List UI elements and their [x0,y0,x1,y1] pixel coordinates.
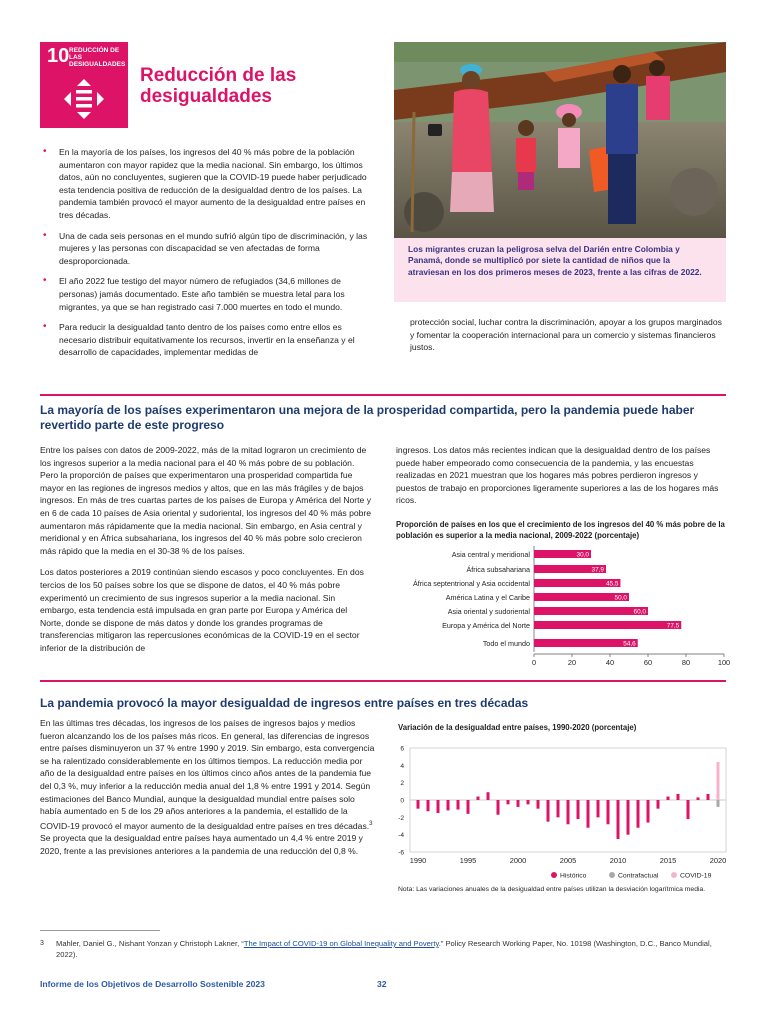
bar [637,800,640,828]
paragraph: Los datos posteriores a 2019 continúan siendo escasos y poco concluyentes. En dos tercios de los 50 países sobre los que se dispone de datos, el 40 % más pobre experimentó un crecimiento de sus ingresos superior a la media nacional. Sin embargo, esta tendencia está impulsada en gran parte por Europa y América del Norte, donde se dispone de más datos y donde los grandes programas de transferencias mitigaron las repercusiones económicas de la COVID-19 en el sector inferior de la distribución de [40,567,364,653]
bar [417,800,420,809]
category-label: Europa y América del Norte [442,621,530,630]
category-label: Asia central y meridional [451,550,530,559]
sdg-label: REDUCCIÓN DE LAS DESIGUALDADES [69,47,126,68]
bar [667,797,670,800]
bar [507,800,510,804]
x-tick-label: 2005 [559,856,577,865]
bar [427,800,430,811]
key-points-list [40,146,376,367]
bar [627,800,630,835]
bar [717,800,720,807]
list-item: • El año 2022 fue testigo del mayor número de refugiados (34,6 millones de personas) jamás documentado. Este año también se muestra letal para los migrantes, ya que se han registrado casi 7.000 muertes en todo el mundo. [40,275,376,313]
bar [477,797,480,800]
value-label: 54,6 [623,640,636,648]
category-label: Asia oriental y sudoriental [447,607,530,616]
x-tick-label: 60 [643,658,653,667]
value-label: 37,9 [591,566,605,574]
x-tick-label: 40 [605,658,615,667]
bar [547,800,550,822]
migrants-photo [394,42,726,238]
x-tick-label: 1990 [409,856,427,865]
bar [497,800,500,815]
x-tick-label: 1995 [459,856,477,865]
report-title-footer: Informe de los Objetivos de Desarrollo Sostenible 2023 [40,979,265,989]
y-tick-label: -6 [398,849,404,857]
value-label: 77,5 [666,622,680,630]
footnote-number: 3 [40,940,44,947]
legend-label: Contrafactual [618,872,659,880]
bar [447,800,450,810]
bar [707,794,710,800]
section-heading: La pandemia provocó la mayor desigualdad de ingresos entre países en tres décadas [40,696,529,710]
x-tick-label: 0 [531,658,537,667]
bar [617,800,620,839]
footnote-link[interactable]: The Impact of COVID-19 on Global Inequality and Poverty [243,939,439,948]
legend-label: Histórico [560,872,587,880]
paragraph: En las últimas tres décadas, los ingresos de los países de ingresos bajos y medios fueron alcanzando los de los países más ricos. En general, las diferencias de ingresos entre países disminuyeron un 37 % entre 1990 y 2019. Sin embargo, esta convergencia se ha ralentizado considerablemente en los últimos tiempos. La reducción media por año de la desigualdad entre países en los últimos cinco años antes de la pandemia fue del 0,3 %, muy inferior a la reducción media anual del 1,8 % entre 1991 y 2014. Según estimaciones del Banco Mundial, aunque la desigualdad mundial entre países solo había aumentado en 5 de los 29 años anteriores a la pandemia, el estallido de la COVID-19 provocó el mayor aumento de la desigualdad entre países en tres décadas. [40,718,375,831]
x-tick-label: 80 [681,658,691,667]
y-tick-label: 4 [400,762,404,770]
bar [657,800,660,809]
value-label: 45,5 [605,580,619,588]
x-tick-label: 2020 [709,856,727,865]
legend-marker [609,872,615,878]
bar [577,800,580,819]
section1-left-text [40,444,372,664]
footnote-divider [40,930,160,931]
chart2-title: Variación de la desigualdad entre países, 1990-2020 (porcentaje) [398,723,637,732]
bar [607,800,610,824]
y-tick-label: 2 [400,780,404,788]
value-label: 60,0 [633,608,646,616]
bar [457,800,460,810]
y-tick-label: 6 [400,745,404,753]
section1-right-text [396,444,726,516]
bar [687,800,690,819]
bar [647,800,650,823]
footnote: 3 Mahler, Daniel G., Nishant Yonzan y Christoph Lakner, “The Impact of COVID-19 on Global Inequality and Poverty.” Policy Research Working Paper, No. 10198 (Washington, D.C., Banco Mundial, 2022). [40,939,712,959]
x-tick-label: 2015 [659,856,677,865]
category-label: África subsahariana [466,565,530,574]
list-item: • En la mayoría de los países, los ingresos del 40 % más pobre de la población aumentaron con mayor rapidez que la media nacional. Sin embargo, los últimos datos, aún no concluyentes, sugieren que la COVID-19 puede haber perjudicado esta tendencia positiva de reducción de la desigualdad dentro de los países. La pandemia también provocó el mayor aumento de la desigualdad entre países en tres décadas. [40,146,376,222]
photo-illustration [394,42,726,238]
bar [534,621,681,629]
bar [517,800,520,807]
category-label: Todo el mundo [482,639,530,648]
page-number: 32 [377,979,387,989]
x-tick-label: 2010 [609,856,627,865]
bar [534,607,648,615]
photo-caption: Los migrantes cruzan la peligrosa selva del Darién entre Colombia y Panamá, donde se multiplicó por siete la cantidad de niños que la atraviesan en los dos primeros meses de 2023, frente a las cifras de 2022. [394,238,726,302]
x-tick-label: 100 [717,658,731,667]
value-label: 50,0 [614,594,627,602]
bar [677,794,680,800]
sdg-10-badge [40,42,128,128]
paragraph: Entre los países con datos de 2009-2022, más de la mitad lograron un crecimiento de los ingresos superior a la media nacional para el 40 % más pobre de su población. Pero la proporción de países que experimentaron una prosperidad compartida fue mayor en las regiones de ingresos medios y altos, que en las más frágiles y de bajos ingresos. En más de tres cuartas partes de los países de Europa y América del Norte y en 6 de cada 10 países de Asia oriental y sudoriental, los ingresos del 40 % más pobre aumentaron más rápidamente que la media nacional. Sin embargo, en Asia central y meridional y en África subsahariana, los ingresos del 40 % más pobre solo crecieron más rápido que la media en el 30-38 % de los países. [40,445,372,556]
bar [697,797,700,800]
value-label: 30,0 [576,551,589,559]
bar [537,800,540,809]
y-tick-label: 0 [400,797,404,805]
bar [437,800,440,813]
x-tick-label: 2000 [509,856,527,865]
bar [587,800,590,828]
bar [534,639,638,647]
continuation-text: protección social, luchar contra la discriminación, apoyar a los grupos marginados y fomentar la cooperación internacional para un comercio y sistemas financieros justos. [410,317,722,353]
shared-prosperity-chart [388,546,734,670]
legend-label: COVID-19 [680,872,712,880]
bar [527,800,530,804]
section-divider [40,680,726,682]
bar [717,762,720,800]
equality-icon [62,78,106,120]
section2-text: En las últimas tres décadas, los ingresos de los países de ingresos bajos y medios fueron alcanzando los de los países más ricos. En general, las diferencias de ingresos entre países disminuyeron un 37 % entre 1990 y 2019. Sin embargo, esta convergencia se ha ralentizado considerablemente en los últimos tiempos. La reducción media por año de la desigualdad entre países en los últimos cinco años antes de la pandemia fue del 0,3 %, muy inferior a la reducción media anual del 1,8 % entre 1991 y 2014. Según estimaciones del Banco Mundial, aunque la desigualdad mundial entre países solo había aumentado en 5 de los 29 años anteriores a la pandemia, el estallido de la COVID-19 provocó el mayor aumento de la desigualdad entre países en tres décadas.$^3$ Se proyecta que la desigualdad entre países haya aumentado un 4,4 % entre 2019 y 2020, frente a las previsiones anteriores a la pandemia de una reducción del 0,8 %. [40,718,375,856]
chart1-title: Proporción de países en los que el crecimiento de los ingresos del 40 % más pobre de la población es superior a la media nacional, 2009-2022 (porcentaje) [396,520,725,540]
x-tick-label: 20 [567,658,577,667]
list-item: • Una de cada seis personas en el mundo sufrió algún tipo de discriminación, y las mujeres y las personas con discapacidad se ven afectadas de forma desproporcionada. [40,230,376,268]
category-label: América Latina y el Caribe [445,593,530,602]
sdg-number: 10 [47,45,70,67]
bar [597,800,600,817]
chart2-note: Nota: Las variaciones anuales de la desigualdad entre países utilizan la desviación logarítmica media. [398,886,706,893]
list-item: • Para reducir la desigualdad tanto dentro de los países como entre ellos es necesario distribuir equitativamente los recursos, invertir en la enseñanza y el desarrollo de capacidades, implementar medidas de [40,321,376,359]
between-country-inequality-chart [390,740,730,882]
bar [567,800,570,824]
section-heading: La mayoría de los países experimentaron una mejora de la prosperidad compartida, pero la pandemia puede haber revertido parte de este progreso [40,403,695,432]
bar [557,800,560,817]
footnote-reference[interactable]: 3 [369,820,373,827]
bar [487,792,490,800]
paragraph: ingresos. Los datos más recientes indican que la desigualdad dentro de los países puede haber empeorado como consecuencia de la pandemia, y las encuestas realizadas en 2021 muestran que los hogares más pobres perdieron ingresos y puestos de trabajo en proporciones ligeramente superiores a las de los hogares más ricos. [396,445,719,506]
section-divider [40,394,726,396]
section-title: Reducción de las desigualdades [140,65,297,107]
bar [467,800,470,814]
legend-marker [671,872,677,878]
category-label: África septentrional y Asia occidental [412,579,530,588]
y-tick-label: -2 [398,814,404,822]
y-tick-label: -4 [398,832,404,840]
legend-marker [551,872,557,878]
